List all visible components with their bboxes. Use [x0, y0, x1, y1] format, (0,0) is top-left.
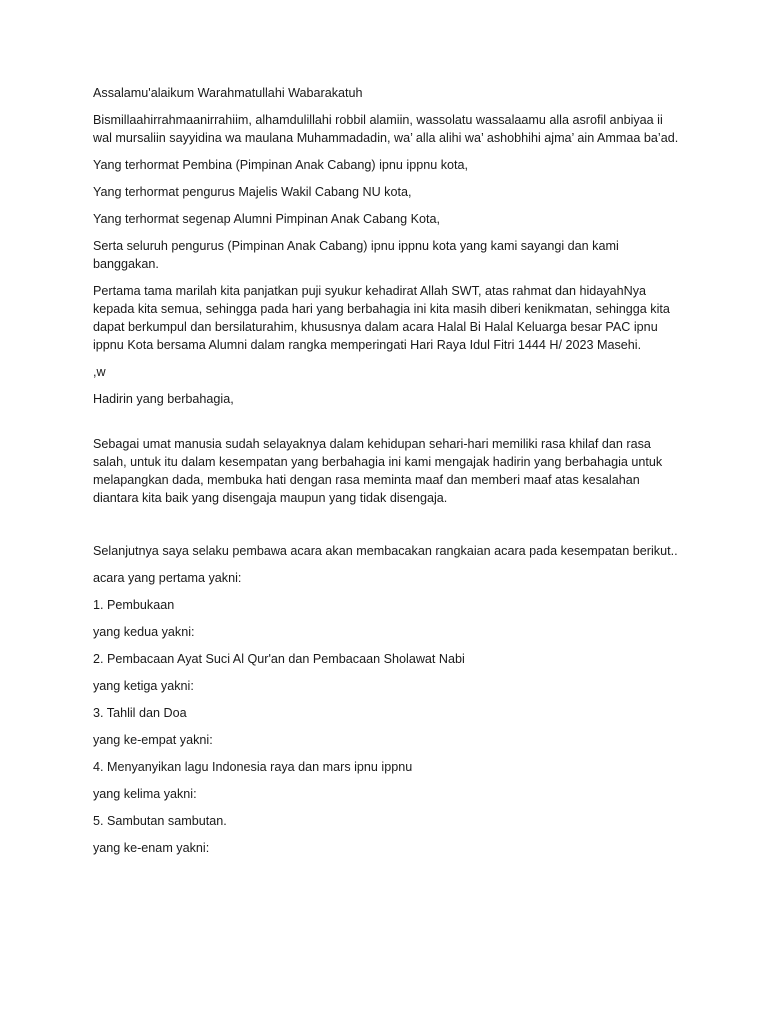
- stray-text: ,w: [93, 365, 106, 379]
- agenda-item-3: 3. Tahlil dan Doa: [93, 706, 187, 720]
- salutation-mwc: Yang terhormat pengurus Majelis Wakil Cabang NU kota,: [93, 185, 412, 199]
- agenda-label-5: yang kelima yakni:: [93, 787, 197, 801]
- agenda-label-3: yang ketiga yakni:: [93, 679, 194, 693]
- forgiveness-paragraph: Sebagai umat manusia sudah selayaknya dalam kehidupan sehari-hari memiliki rasa khilaf dan rasa salah, untuk itu dalam kesempatan yang berbahagia ini kami mengajak hadirin yang berbahagia untuk melapangkan dada, membuka hati dengan rasa meminta maaf dan memberi maaf atas kesalahan diantara kita baik yang disengaja maupun yang tidak disengaja.: [93, 437, 663, 505]
- agenda-label-6: yang ke-enam yakni:: [93, 841, 210, 855]
- salutation-pengurus: Serta seluruh pengurus (Pimpinan Anak Cabang) ipnu ippnu kota yang kami sayangi dan kami banggakan.: [93, 239, 619, 271]
- greeting-paragraph: Assalamu'alaikum Warahmatullahi Wabarakatuh: [93, 86, 363, 100]
- agenda-label-1: acara yang pertama yakni:: [93, 571, 242, 585]
- program-intro-paragraph: Selanjutnya saya selaku pembawa acara akan membacakan rangkaian acara pada kesempatan berikut..: [93, 544, 678, 558]
- gratitude-paragraph: Pertama tama marilah kita panjatkan puji syukur kehadirat Allah SWT, atas rahmat dan hidayahNya kepada kita semua, sehingga pada hari yang berbahagia ini kita masih diberi kenikmatan, sehingga kita dapat berkumpul dan bersilaturahim, khususnya dalam acara Halal Bi Halal Keluarga besar PAC ipnu ippnu Kota bersama Alumni dalam rangka memperingati Hari Raya Idul Fitri 1444 H/ 2023 Masehi.: [93, 284, 670, 352]
- agenda-label-4: yang ke-empat yakni:: [93, 733, 213, 747]
- hadirin-paragraph: Hadirin yang berbahagia,: [93, 392, 234, 406]
- document-body: [93, 84, 683, 866]
- agenda-item-1: 1. Pembukaan: [93, 598, 175, 612]
- agenda-label-2: yang kedua yakni:: [93, 625, 195, 639]
- agenda-item-2: 2. Pembacaan Ayat Suci Al Qur'an dan Pembacaan Sholawat Nabi: [93, 652, 465, 666]
- salutation-alumni: Yang terhormat segenap Alumni Pimpinan Anak Cabang Kota,: [93, 212, 441, 226]
- agenda-item-4: 4. Menyanyikan lagu Indonesia raya dan mars ipnu ippnu: [93, 760, 413, 774]
- agenda-item-5: 5. Sambutan sambutan.: [93, 814, 227, 828]
- salutation-pembina: Yang terhormat Pembina (Pimpinan Anak Cabang) ipnu ippnu kota,: [93, 158, 469, 172]
- opening-prayer-paragraph: Bismillaahirrahmaanirrahiim, alhamdulillahi robbil alamiin, wassolatu wassalaamu alla asrofil anbiyaa ii wal mursaliin sayyidina wa maulana Muhammadadin, wa’ alla alihi wa’ ashobhihi ajma’ ain Ammaa ba’ad.: [93, 113, 679, 145]
